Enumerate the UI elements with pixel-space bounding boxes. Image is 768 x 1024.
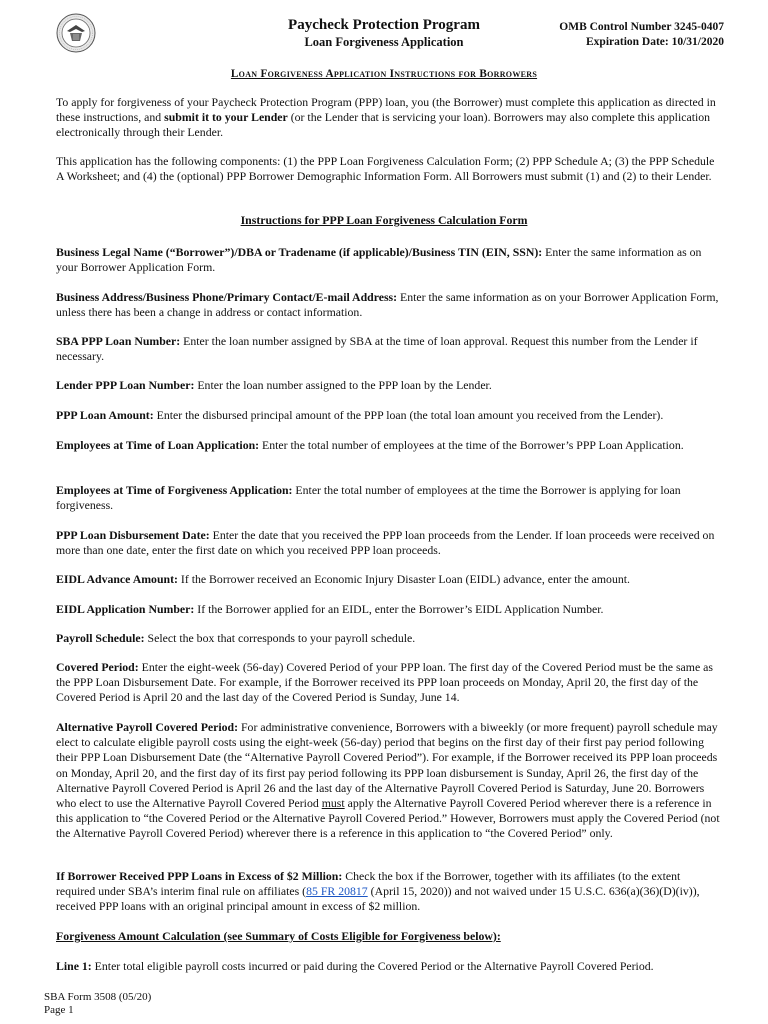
item-employees-forgiveness-application: Employees at Time of Forgiveness Application: Enter the total number of employees at the time the Borrower is applying for loan forgiveness. [56, 483, 681, 513]
page-footer [44, 991, 151, 1017]
item-disbursement-date: PPP Loan Disbursement Date: Enter the date that you received the PPP loan proceeds from the Lender. If loan proceeds were received on more than one date, enter the first date on which you received PPP loan proceeds. [56, 528, 715, 558]
page-number: Page 1 [44, 1004, 74, 1016]
omb-info [559, 20, 724, 50]
expiration-date: Expiration Date: 10/31/2020 [586, 36, 724, 48]
item-employees-loan-application: Employees at Time of Loan Application: Enter the total number of employees at the time of the Borrower’s PPP Loan Application. [56, 438, 684, 452]
item-eidl-advance-amount: EIDL Advance Amount: If the Borrower received an Economic Injury Disaster Loan (EIDL) advance, enter the amount. [56, 572, 630, 586]
section-heading: Instructions for PPP Loan Forgiveness Calculation Form [240, 213, 528, 227]
forgiveness-calculation-heading: Forgiveness Amount Calculation (see Summary of Costs Eligible for Forgiveness below): [56, 929, 501, 943]
item-covered-period: Covered Period: Enter the eight-week (56-day) Covered Period of your PPP loan. The first day of the Covered Period must be the same as the PPP Loan Disbursement Date. For example, if the Borrower received its PPP loan proceeds on Monday, April 20, the first day of the Covered Period is April 20 and the last day of the Covered Period is Sunday, June 14. [56, 660, 713, 705]
item-business-address: Business Address/Business Phone/Primary Contact/E-mail Address: Enter the same information as on your Borrower Application Form, unless there has been a change in address or contact information. [56, 290, 719, 320]
item-lender-loan-number: Lender PPP Loan Number: Enter the loan number assigned to the PPP loan by the Lender. [56, 378, 492, 392]
item-loan-amount: PPP Loan Amount: Enter the disbursed principal amount of the PPP loan (the total loan amount you received from the Lender). [56, 408, 664, 422]
federal-register-link[interactable]: 85 FR 20817 [306, 884, 368, 899]
item-payroll-schedule: Payroll Schedule: Select the box that corresponds to your payroll schedule. [56, 631, 416, 645]
intro-paragraph-2: This application has the following components: (1) the PPP Loan Forgiveness Calculation Form; (2) PPP Schedule A; (3) the PPP Schedule A Worksheet; and (4) the (optional) PPP Borrower Demographic Information Form. All Borrowers must submit (1) and (2) to their Lender. [56, 154, 715, 184]
document-title: Loan Forgiveness Application Instructions for Borrowers [230, 68, 538, 80]
item-sba-loan-number: SBA PPP Loan Number: Enter the loan number assigned by SBA at the time of loan approval. Request this number from the Lender if necessary. [56, 334, 698, 364]
form-number: SBA Form 3508 (05/20) [44, 991, 152, 1003]
item-business-legal-name: Business Legal Name (“Borrower”)/DBA or Tradename (if applicable)/Business TIN (EIN, SSN): Enter the same information as on your Borrower Application Form. [56, 245, 702, 275]
item-eidl-application-number: EIDL Application Number: If the Borrower applied for an EIDL, enter the Borrower’s EIDL Application Number. [56, 602, 604, 616]
application-subtitle: Loan Forgiveness Application [304, 35, 464, 49]
item-line-1: Line 1: Enter total eligible payroll costs incurred or paid during the Covered Period or the Alternative Payroll Covered Period. [56, 959, 654, 973]
item-excess-2-million: If Borrower Received PPP Loans in Excess of $2 Million: Check the box if the Borrower, together with its affiliates (to the extent required under SBA’s interim final rule on affiliates (85 FR 20817 (April 15, 2020)) and not waived under 15 U.S.C. 636(a)(36)(D)(iv)), received PPP loans with an original principal amount in excess of $2 million. [56, 869, 700, 914]
item-alternative-payroll-covered-period: Alternative Payroll Covered Period: For administrative convenience, Borrowers with a biweekly (or more frequent) payroll schedule may elect to calculate eligible payroll costs using the eight-week (56-day) period that begins on the first day of their first pay period following their PPP Loan Disbursement Date (the “Alternative Payroll Covered Period”). For example, if the Borrower received its PPP loan proceeds on Monday, April 20, and the first day of its first pay period following its PPP loan disbursement is Sunday, April 26, the first day of the Alternative Payroll Covered Period is April 26 and the last day of the Alternative Payroll Covered Period is Saturday, June 20. Borrowers who elect to use the Alternative Payroll Covered Period must apply the Alternative Payroll Covered Period wherever there is a reference in this application to “the Covered Period or the Alternative Payroll Covered Period.” However, Borrowers must apply the Covered Period (not the Alternative Payroll Covered Period) wherever there is a reference in this application to “the Covered Period” only. [56, 720, 720, 841]
program-title: Paycheck Protection Program [288, 17, 480, 33]
sba-seal-logo [56, 13, 96, 53]
header-title-block [200, 17, 568, 50]
omb-control-number: OMB Control Number 3245-0407 [559, 21, 724, 33]
intro-paragraph-1: To apply for forgiveness of your Paycheck Protection Program (PPP) loan, you (the Borrower) must complete this application as directed in these instructions, and submit it to your Lender (or the Lender that is servicing your loan). Borrowers may also complete this application electronically through their Lender. [56, 95, 716, 140]
